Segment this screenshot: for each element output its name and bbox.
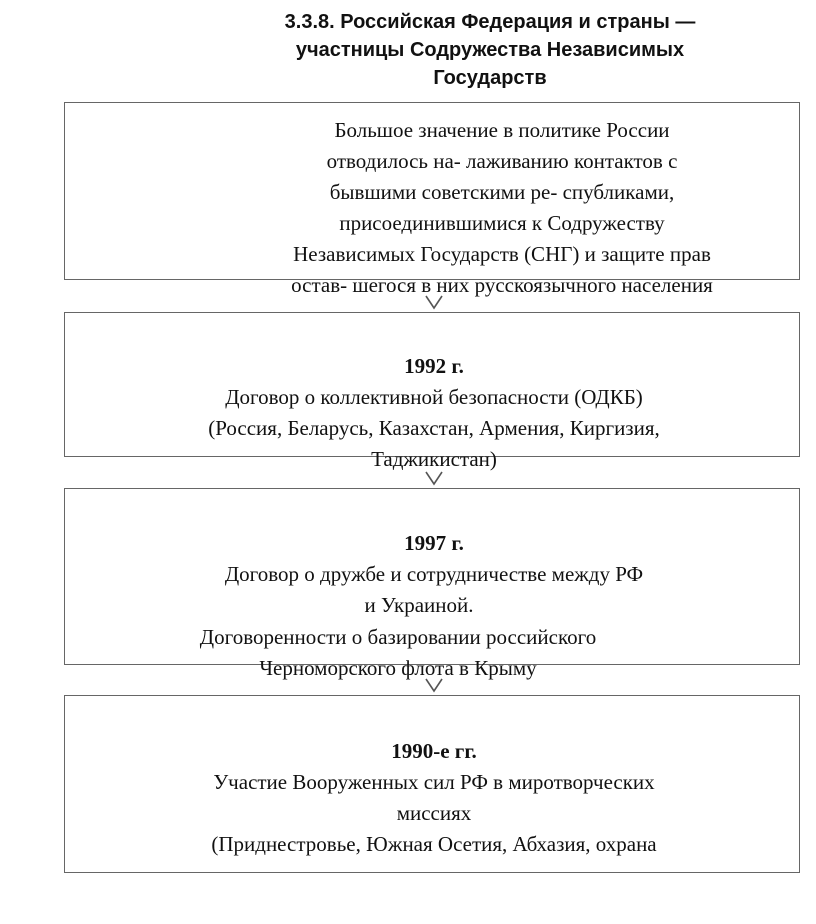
text-line: отводилось на- лаживанию контактов с (326, 149, 678, 173)
text-line: Договор о дружбе и сотрудничестве между РФ (224, 562, 644, 586)
block-1992-text (100, 351, 768, 475)
text-line: (Приднестровье, Южная Осетия, Абхазия, охрана (211, 832, 657, 856)
text-line: присоединившимися к Содружеству (339, 211, 665, 235)
text-line: Договоренности о базировании российского (199, 625, 597, 649)
text-line: (Россия, Беларусь, Казахстан, Армения, Киргизия, (208, 416, 660, 440)
block-1997-text (120, 528, 748, 621)
block-year: 1990-е гг. (391, 739, 477, 763)
text-line: Участие Вооруженных сил РФ в миротворческих (213, 770, 655, 794)
text-line: бывшими советскими ре- спубликами, (329, 180, 675, 204)
title-line: Государств (433, 67, 547, 89)
title-line: 3.3.8. Российская Федерация и страны — (284, 11, 696, 33)
title-line: участницы Содружества Независимых (295, 39, 685, 61)
block-1990s-text (100, 736, 768, 860)
text-line: и Украиной. (364, 593, 474, 617)
text-line: Таджикистан) (371, 447, 497, 471)
text-line: Договор о коллективной безопасности (ОДКБ) (225, 385, 643, 409)
block-1997-text-cont (118, 622, 678, 684)
text-line: миссиях (396, 801, 472, 825)
text-line: Большое значение в политике России (334, 118, 670, 142)
text-line: остав- шегося в них русскоязычного населения (291, 273, 713, 297)
intro-text (232, 115, 772, 301)
block-year: 1997 г. (404, 531, 464, 555)
block-year: 1992 г. (404, 354, 464, 378)
text-line: Независимых Государств (СНГ) и защите прав (293, 242, 711, 266)
diagram-title (230, 8, 750, 92)
text-line: Черноморского флота в Крыму (259, 656, 537, 680)
